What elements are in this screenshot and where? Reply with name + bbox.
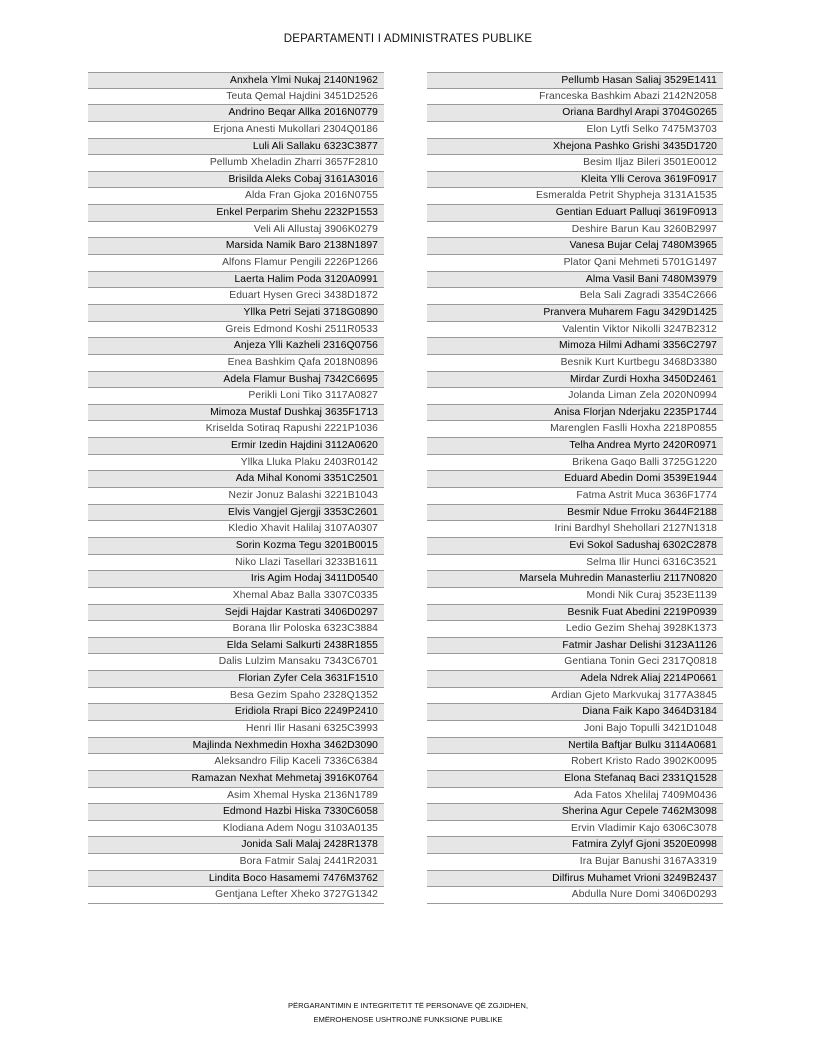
right-list-row: Oriana Bardhyl Arapi 3704G0265 <box>427 105 723 122</box>
right-list-row: Mirdar Zurdi Hoxha 3450D2461 <box>427 372 723 389</box>
right-list-row: Mimoza Hilmi Adhami 3356C2797 <box>427 338 723 355</box>
right-list-row: Pellumb Hasan Saliaj 3529E1411 <box>427 72 723 89</box>
left-list-row: Majlinda Nexhmedin Hoxha 3462D3090 <box>88 738 384 755</box>
right-list-row: Xhejona Pashko Grishi 3435D1720 <box>427 139 723 156</box>
left-list-row: Ada Mihal Konomi 3351C2501 <box>88 471 384 488</box>
left-list-row: Bora Fatmir Salaj 2441R2031 <box>88 854 384 871</box>
right-list-row: Plator Qani Mehmeti 5701G1497 <box>427 255 723 272</box>
left-list-row: Erjona Anesti Mukollari 2304Q0186 <box>88 122 384 139</box>
left-list-row: Borana Ilir Poloska 6323C3884 <box>88 621 384 638</box>
right-list-row: Ardian Gjeto Markvukaj 3177A3845 <box>427 688 723 705</box>
left-list-row: Nezir Jonuz Balashi 3221B1043 <box>88 488 384 505</box>
left-list-row: Jonida Sali Malaj 2428R1378 <box>88 837 384 854</box>
right-list-row: Bela Sali Zagradi 3354C2666 <box>427 288 723 305</box>
left-list-row: Brisilda Aleks Cobaj 3161A3016 <box>88 172 384 189</box>
right-list-row: Gentian Eduart Palluqi 3619F0913 <box>427 205 723 222</box>
right-list-row: Besnik Fuat Abedini 2219P0939 <box>427 605 723 622</box>
right-list-row: Besim Iljaz Bileri 3501E0012 <box>427 155 723 172</box>
right-list-row: Dilfirus Muhamet Vrioni 3249B2437 <box>427 871 723 888</box>
left-list-row: Ramazan Nexhat Mehmetaj 3916K0764 <box>88 771 384 788</box>
left-list-row: Asim Xhemal Hyska 2136N1789 <box>88 788 384 805</box>
left-list-row: Enea Bashkim Qafa 2018N0896 <box>88 355 384 372</box>
footer-line-1: PËRGARANTIMIN E INTEGRITETIT TË PERSONAVE QË ZGJIDHEN, <box>287 1001 529 1010</box>
left-list-row: Anjeza Ylli Kazheli 2316Q0756 <box>88 338 384 355</box>
left-list-row: Greis Edmond Koshi 2511R0533 <box>88 322 384 339</box>
right-list-row: Ira Bujar Banushi 3167A3319 <box>427 854 723 871</box>
left-list-row: Klodiana Adem Nogu 3103A0135 <box>88 821 384 838</box>
right-list-row: Marenglen Faslli Hoxha 2218P0855 <box>427 421 723 438</box>
left-list-row: Yllka Petri Sejati 3718G0890 <box>88 305 384 322</box>
left-list-row: Lindita Boco Hasamemi 7476M3762 <box>88 871 384 888</box>
right-list-row: Jolanda Liman Zela 2020N0994 <box>427 388 723 405</box>
left-list-row: Niko Llazi Tasellari 3233B1611 <box>88 555 384 572</box>
left-list-row: Iris Agim Hodaj 3411D0540 <box>88 571 384 588</box>
left-list-row: Luli Ali Sallaku 6323C3877 <box>88 139 384 156</box>
right-list-row: Irini Bardhyl Shehollari 2127N1318 <box>427 521 723 538</box>
right-list-row: Marsela Muhredin Manasterliu 2117N0820 <box>427 571 723 588</box>
right-column-list <box>427 72 723 904</box>
left-list-row: Pellumb Xheladin Zharri 3657F2810 <box>88 155 384 172</box>
right-list-row: Joni Bajo Topulli 3421D1048 <box>427 721 723 738</box>
right-list-row: Mondi Nik Curaj 3523E1139 <box>427 588 723 605</box>
left-list-row: Alda Fran Gjoka 2016N0755 <box>88 188 384 205</box>
right-list-row: Adela Ndrek Aliaj 2214P0661 <box>427 671 723 688</box>
left-list-row: Aleksandro Filip Kaceli 7336C6384 <box>88 754 384 771</box>
left-list-row: Perikli Loni Tiko 3117A0827 <box>88 388 384 405</box>
left-list-row: Sejdi Hajdar Kastrati 3406D0297 <box>88 605 384 622</box>
right-list-row: Alma Vasil Bani 7480M3979 <box>427 272 723 289</box>
right-list-row: Pranvera Muharem Fagu 3429D1425 <box>427 305 723 322</box>
left-list-row: Florian Zyfer Cela 3631F1510 <box>88 671 384 688</box>
left-list-row: Eduart Hysen Greci 3438D1872 <box>88 288 384 305</box>
left-list-row: Marsida Namik Baro 2138N1897 <box>88 238 384 255</box>
left-list-row: Ermir Izedin Hajdini 3112A0620 <box>88 438 384 455</box>
right-list-row: Anisa Florjan Nderjaku 2235P1744 <box>427 405 723 422</box>
right-list-row: Gentiana Tonin Geci 2317Q0818 <box>427 654 723 671</box>
left-list-row: Kriselda Sotiraq Rapushi 2221P1036 <box>88 421 384 438</box>
left-list-row: Kledio Xhavit Halilaj 3107A0307 <box>88 521 384 538</box>
left-list-row: Mimoza Mustaf Dushkaj 3635F1713 <box>88 405 384 422</box>
footer-note <box>0 999 816 1027</box>
left-list-row: Xhemal Abaz Balla 3307C0335 <box>88 588 384 605</box>
left-list-row: Teuta Qemal Hajdini 3451D2526 <box>88 89 384 106</box>
right-list-row: Deshire Barun Kau 3260B2997 <box>427 222 723 239</box>
right-list-row: Fatma Astrit Muca 3636F1774 <box>427 488 723 505</box>
left-list-row: Henri Ilir Hasani 6325C3993 <box>88 721 384 738</box>
right-list-row: Kleita Ylli Cerova 3619F0917 <box>427 172 723 189</box>
right-list-row: Fatmira Zylyf Gjoni 3520E0998 <box>427 837 723 854</box>
left-list-row: Enkel Perparim Shehu 2232P1553 <box>88 205 384 222</box>
left-list-row: Besa Gezim Spaho 2328Q1352 <box>88 688 384 705</box>
right-list-row: Abdulla Nure Domi 3406D0293 <box>427 887 723 904</box>
page-title: DEPARTAMENTI I ADMINISTRATES PUBLIKE <box>283 33 533 45</box>
right-list-row: Besnik Kurt Kurtbegu 3468D3380 <box>427 355 723 372</box>
footer-line-2: EMËROHENOSE USHTROJNË FUNKSIONE PUBLIKE <box>313 1015 503 1024</box>
right-list-row: Ervin Vladimir Kajo 6306C3078 <box>427 821 723 838</box>
right-list-row: Esmeralda Petrit Shypheja 3131A1535 <box>427 188 723 205</box>
right-list-row: Robert Kristo Rado 3902K0095 <box>427 754 723 771</box>
right-list-row: Elona Stefanaq Baci 2331Q1528 <box>427 771 723 788</box>
right-list-row: Brikena Gaqo Balli 3725G1220 <box>427 455 723 472</box>
right-list-row: Evi Sokol Sadushaj 6302C2878 <box>427 538 723 555</box>
right-list-row: Franceska Bashkim Abazi 2142N2058 <box>427 89 723 106</box>
right-list-row: Valentin Viktor Nikolli 3247B2312 <box>427 322 723 339</box>
left-list-row: Laerta Halim Poda 3120A0991 <box>88 272 384 289</box>
right-list-row: Vanesa Bujar Celaj 7480M3965 <box>427 238 723 255</box>
left-column-list <box>88 72 384 904</box>
left-list-row: Anxhela Ylmi Nukaj 2140N1962 <box>88 72 384 89</box>
right-list-row: Nertila Baftjar Bulku 3114A0681 <box>427 738 723 755</box>
right-list-row: Ledio Gezim Shehaj 3928K1373 <box>427 621 723 638</box>
left-list-row: Adela Flamur Bushaj 7342C6695 <box>88 372 384 389</box>
right-list-row: Eduard Abedin Domi 3539E1944 <box>427 471 723 488</box>
right-list-row: Fatmir Jashar Delishi 3123A1126 <box>427 638 723 655</box>
right-list-row: Selma Ilir Hunci 6316C3521 <box>427 555 723 572</box>
left-list-row: Dalis Lulzim Mansaku 7343C6701 <box>88 654 384 671</box>
left-list-row: Yllka Lluka Plaku 2403R0142 <box>88 455 384 472</box>
left-list-row: Gentjana Lefter Xheko 3727G1342 <box>88 887 384 904</box>
left-list-row: Elda Selami Salkurti 2438R1855 <box>88 638 384 655</box>
left-list-row: Sorin Kozma Tegu 3201B0015 <box>88 538 384 555</box>
right-list-row: Elon Lytfi Selko 7475M3703 <box>427 122 723 139</box>
left-list-row: Andrino Beqar Allka 2016N0779 <box>88 105 384 122</box>
left-list-row: Alfons Flamur Pengili 2226P1266 <box>88 255 384 272</box>
left-list-row: Veli Ali Allustaj 3906K0279 <box>88 222 384 239</box>
right-list-row: Besmir Ndue Frroku 3644F2188 <box>427 505 723 522</box>
right-list-row: Telha Andrea Myrto 2420R0971 <box>427 438 723 455</box>
left-list-row: Elvis Vangjel Gjergji 3353C2601 <box>88 505 384 522</box>
right-list-row: Sherina Agur Cepele 7462M3098 <box>427 804 723 821</box>
left-list-row: Edmond Hazbi Hiska 7330C6058 <box>88 804 384 821</box>
left-list-row: Eridiola Rrapi Bico 2249P2410 <box>88 704 384 721</box>
right-list-row: Ada Fatos Xhelilaj 7409M0436 <box>427 788 723 805</box>
right-list-row: Diana Faik Kapo 3464D3184 <box>427 704 723 721</box>
